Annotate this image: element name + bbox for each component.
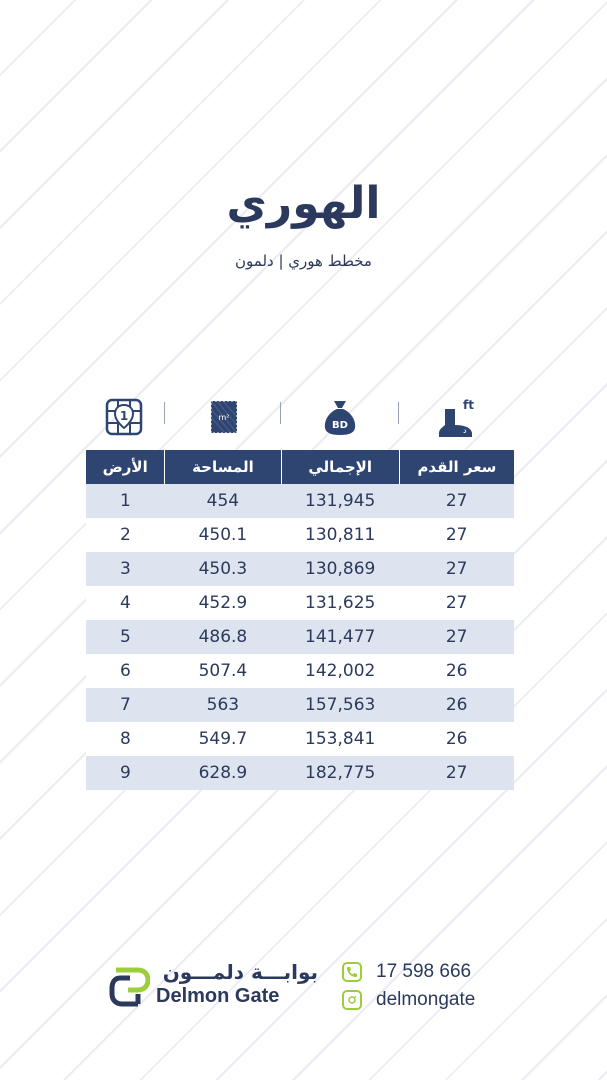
icon-divider: [164, 402, 165, 424]
cell-total: 131,945: [281, 484, 399, 518]
table-row: [86, 586, 514, 620]
cell-area: 563: [165, 688, 281, 722]
cell-price: 27: [399, 518, 514, 552]
table-row: [86, 756, 514, 790]
foot-icon-label: ft: [463, 398, 474, 412]
cell-total: 130,811: [281, 518, 399, 552]
money-bag-bd-icon: [282, 394, 398, 440]
cell-plot: 9: [86, 756, 165, 790]
area-icon-label: m²: [218, 413, 230, 422]
page-subtitle: مخطط هوري | دلمون: [235, 252, 372, 270]
delmon-gate-logo-mark-icon: [108, 964, 150, 1008]
cell-plot: 5: [86, 620, 165, 654]
cell-total: 141,477: [281, 620, 399, 654]
column-icons-row: [86, 394, 514, 440]
cell-area: 452.9: [165, 586, 281, 620]
table-row: [86, 654, 514, 688]
header-area: المساحة: [165, 450, 281, 484]
foot-ft-icon: [400, 394, 514, 440]
cell-plot: 1: [86, 484, 165, 518]
table-row: [86, 552, 514, 586]
plot-number-icon: [86, 394, 162, 440]
cell-price: 26: [399, 688, 514, 722]
cell-plot: 4: [86, 586, 165, 620]
header-price-per-foot: سعر القدم: [399, 450, 514, 484]
phone-number: 17 598 666: [376, 961, 472, 982]
cell-area: 454: [165, 484, 281, 518]
svg-text:د: د: [463, 426, 467, 435]
delmon-gate-logo: [108, 960, 318, 1010]
brand-name-arabic: بوابـــة دلمـــون: [162, 960, 318, 984]
cell-total: 182,775: [281, 756, 399, 790]
cell-area: 507.4: [165, 654, 281, 688]
cell-price: 27: [399, 552, 514, 586]
cell-area: 628.9: [165, 756, 281, 790]
cell-price: 26: [399, 654, 514, 688]
table-row: [86, 484, 514, 518]
instagram-contact[interactable]: [342, 989, 475, 1011]
cell-total: 153,841: [281, 722, 399, 756]
table-row: [86, 620, 514, 654]
cell-price: 27: [399, 586, 514, 620]
area-m2-icon: [168, 394, 280, 440]
icon-divider: [398, 402, 399, 424]
header-total: الإجمالي: [281, 450, 399, 484]
cell-price: 27: [399, 484, 514, 518]
cell-area: 486.8: [165, 620, 281, 654]
cell-total: 131,625: [281, 586, 399, 620]
cell-price: 27: [399, 756, 514, 790]
table-row: [86, 688, 514, 722]
instagram-handle: delmongate: [376, 989, 476, 1010]
cell-total: 142,002: [281, 654, 399, 688]
cell-plot: 8: [86, 722, 165, 756]
cell-total: 157,563: [281, 688, 399, 722]
plot-icon-label: 1: [119, 409, 129, 423]
phone-contact[interactable]: [342, 961, 471, 983]
instagram-icon: [342, 990, 362, 1010]
cell-plot: 7: [86, 688, 165, 722]
cell-plot: 6: [86, 654, 165, 688]
phone-icon: [342, 962, 362, 982]
header-plot: الأرض: [86, 450, 165, 484]
page-title: الهوري: [226, 178, 381, 229]
cell-area: 450.3: [165, 552, 281, 586]
cell-plot: 3: [86, 552, 165, 586]
icon-divider: [280, 402, 281, 424]
table-row: [86, 722, 514, 756]
cell-price: 27: [399, 620, 514, 654]
cell-price: 26: [399, 722, 514, 756]
table-row: [86, 518, 514, 552]
cell-area: 549.7: [165, 722, 281, 756]
plots-table: [86, 450, 514, 790]
cell-plot: 2: [86, 518, 165, 552]
table-header-row: [86, 450, 514, 484]
cell-area: 450.1: [165, 518, 281, 552]
brand-name-english: Delmon Gate: [156, 985, 280, 1007]
total-icon-label: BD: [332, 420, 348, 431]
cell-total: 130,869: [281, 552, 399, 586]
